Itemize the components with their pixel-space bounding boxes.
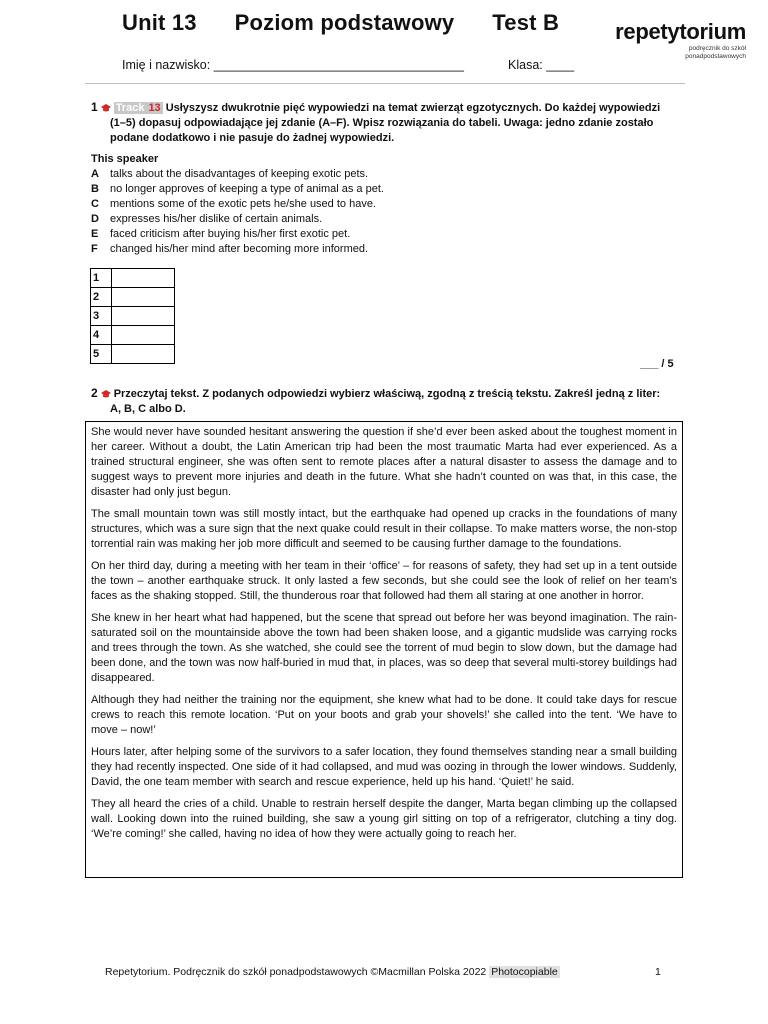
task-2-number: 2 <box>91 386 98 400</box>
footer-text: Repetytorium. Podręcznik do szkół ponadpodstawowych ©Macmillan Polska 2022 <box>105 966 487 978</box>
option-b: B no longer approves of keeping a type of animal as a pet. <box>91 183 384 195</box>
option-e: E faced criticism after buying his/her first exotic pet. <box>91 228 351 240</box>
answer-cell[interactable] <box>112 269 175 288</box>
answer-row: 1 <box>91 269 175 288</box>
paragraph: She knew in her heart what had happened, but the scene that spread out before her was beyond imagination. The rain-saturated soil on the mountainside above the town had been shaken loose, and a gigantic mudslide was carrying rocks and trees through the town. As she watched, she could see the torrent of mud begin to slow down, but the damage had been done, and the town was now half-buried in mud that, in places, was so deep that several multi-storey buildings had disappeared. <box>91 612 677 684</box>
paragraph: She would never have sounded hesitant answering the question if she’d ever been asked about the toughest moment in her career. Without a doubt, the Latin American trip had been the most traumatic Marta had ever experienced. As a trained structural engineer, she was often sent to remote places after a natural disaster to assess the damage and to suggest ways to prevent more injuries and death in the future. What she hadn’t counted on was that, in this case, the disaster had only just begun. <box>91 426 677 498</box>
graduation-cap-icon <box>101 390 111 398</box>
name-blank[interactable]: ____________________________________ <box>213 58 464 72</box>
reading-text <box>85 421 683 878</box>
brand-name: repetytorium <box>615 19 746 44</box>
graduation-cap-icon <box>101 104 111 112</box>
answer-cell[interactable] <box>112 326 175 345</box>
paragraph: Although they had neither the training nor the equipment, she knew what had to be done. It could take days for rescue crews to reach this remote location. ‘Put on your boots and grab your shovels!’ she called into the tent. ‘We have to move – now!’ <box>91 694 677 736</box>
page-header <box>0 0 768 80</box>
level-label: Poziom podstawowy <box>234 10 455 35</box>
answer-row: 2 <box>91 288 175 307</box>
brand-subtitle-2: ponadpodstawowych <box>685 53 746 60</box>
task-2 <box>91 386 683 417</box>
paragraph: On her third day, during a meeting with her team in their ‘office’ – for reasons of safety, they had set up in a tent outside the town – another earthquake struck. It only lasted a few seconds, but she could see the look of relief on her team’s faces as the shaking stopped. Still, the thunderous roar that followed had them all staring at one another in horror. <box>91 560 677 602</box>
brand-subtitle-1: podręcznik do szkół <box>688 45 746 52</box>
task-1 <box>91 100 683 257</box>
answer-cell[interactable] <box>112 307 175 326</box>
paragraph: Hours later, after helping some of the survivors to a safer location, they found themselves standing near a small building they had recently inspected. One side of it had collapsed, and mud was oozing in through the lower windows. Suddenly, David, the one team member with search and rescue experience, held up his hand. ‘Quiet!’ he said. <box>91 746 677 788</box>
answer-row: 4 <box>91 326 175 345</box>
brand-logo <box>615 20 746 60</box>
answer-row: 5 <box>91 345 175 364</box>
class-blank[interactable]: ____ <box>546 58 575 72</box>
answer-cell[interactable] <box>112 288 175 307</box>
track-label[interactable]: Track <box>115 102 145 114</box>
option-d: D expresses his/her dislike of certain animals. <box>91 213 323 225</box>
header-divider <box>85 83 685 84</box>
track-number[interactable]: 13 <box>148 102 161 114</box>
photocopiable-label: Photocopiable <box>491 966 558 978</box>
name-label: Imię i nazwisko: <box>122 58 211 72</box>
task-2-instruction: 2 Przeczytaj tekst. Z podanych odpowiedzi wybierz właściwą, zgodną z treścią tekstu. Zakreśl jedną z liter: A, B, C albo D. <box>91 386 661 415</box>
option-c: C mentions some of the exotic pets he/she used to have. <box>91 198 376 210</box>
option-a: A talks about the disadvantages of keeping exotic pets. <box>91 168 369 180</box>
name-field[interactable] <box>122 58 464 72</box>
page-footer <box>105 966 560 978</box>
answer-row: 3 <box>91 307 175 326</box>
test-label: Test B <box>492 10 560 35</box>
speaker-heading: This speaker <box>91 153 159 165</box>
paragraph: They all heard the cries of a child. Unable to restrain herself despite the danger, Marta began climbing up the collapsed wall. Looking down into the ruined building, she saw a young girl sitting on top of a refrigerator, clutching a tiny dog. ‘We’re coming!’ she called, having no idea of how they were actually going to reach her. <box>91 798 677 840</box>
task-1-score: ___ / 5 <box>640 358 674 370</box>
answer-cell[interactable] <box>112 345 175 364</box>
option-f: F changed his/her mind after becoming more informed. <box>91 243 369 255</box>
unit-title <box>122 10 559 36</box>
option-list <box>91 167 683 257</box>
page-number: 1 <box>655 966 661 978</box>
unit-label: Unit 13 <box>122 10 197 35</box>
task-1-instruction: 1 Track 13 Usłyszysz dwukrotnie pięć wypowiedzi na temat zwierząt egzotycznych. Do każdej wypowiedzi (1–5) dopasuj odpowiadające jej zdanie (A–F). Wpisz rozwiązania do tabeli. Uwaga: jedno zdanie zostało podane dodatkowo i nie pasuje do żadnej wypowiedzi. <box>91 100 661 144</box>
task-1-number: 1 <box>91 100 98 114</box>
class-field[interactable] <box>508 58 574 72</box>
class-label: Klasa: <box>508 58 543 72</box>
answer-table <box>90 268 175 364</box>
paragraph: The small mountain town was still mostly intact, but the earthquake had opened up cracks in the foundations of many structures, which was a sure sign that the next quake could result in their collapse. To make matters worse, the non-stop torrential rain was making her job more difficult and seemed to be causing further damage to the foundations. <box>91 508 677 550</box>
